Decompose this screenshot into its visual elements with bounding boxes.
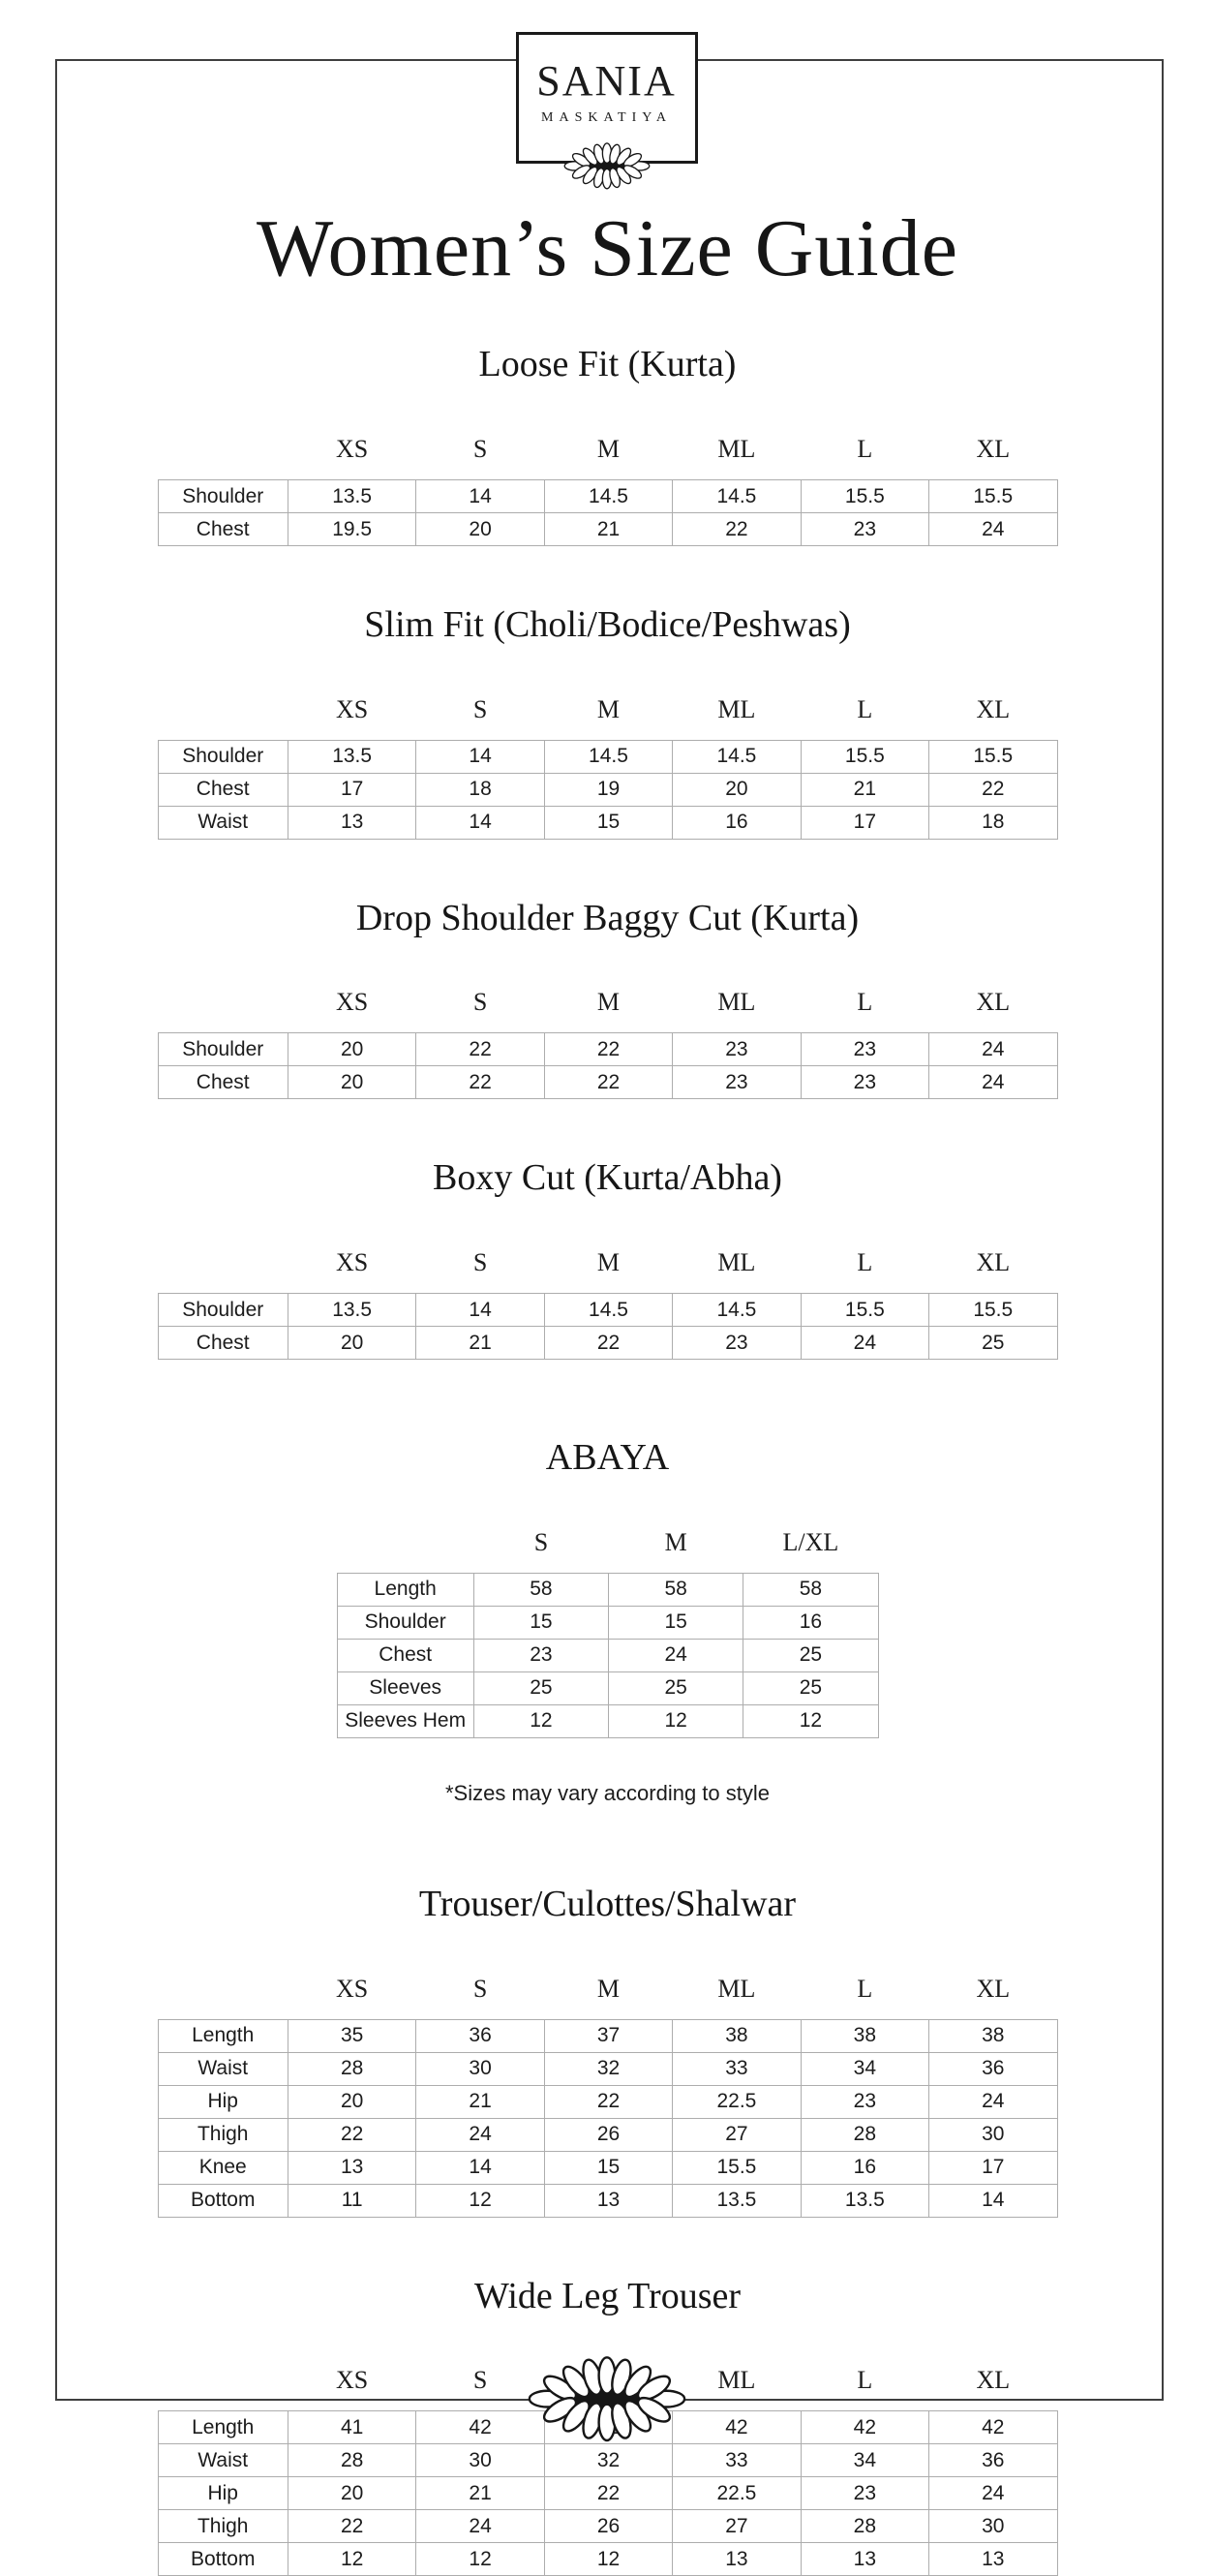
size-column-header: S: [472, 2366, 488, 2395]
size-column-header: L/XL: [782, 1527, 839, 1556]
size-value-cell: 11: [288, 2184, 415, 2217]
section-title-slim-fit: Slim Fit (Choli/Bodice/Peshwas): [364, 604, 851, 646]
size-value-cell: 13.5: [673, 2184, 801, 2217]
size-value-cell: 30: [416, 2052, 544, 2085]
size-column-header: ML: [717, 694, 756, 723]
size-value-cell: 21: [801, 773, 928, 806]
size-value-cell: 24: [801, 1327, 928, 1360]
size-value-cell: 22: [929, 773, 1057, 806]
size-value-cell: 14: [929, 2184, 1057, 2217]
table-row: [158, 2184, 1057, 2217]
size-value-cell: 14: [416, 2151, 544, 2184]
size-value-cell: 58: [473, 1573, 608, 1606]
size-table-loose-fit: [158, 435, 1058, 546]
size-value-cell: 36: [929, 2444, 1057, 2477]
size-value-cell: 23: [801, 1066, 928, 1099]
size-value-cell: 42: [673, 2411, 801, 2444]
size-column-header: M: [596, 988, 621, 1017]
size-value-cell: 35: [288, 2019, 415, 2052]
size-value-cell: 24: [929, 1066, 1057, 1099]
size-value-cell: 13.5: [288, 480, 415, 513]
size-column-header: L: [857, 1974, 873, 2003]
size-header-row: [337, 1528, 878, 1574]
page-title: Women’s Size Guide: [256, 203, 959, 293]
row-label: Waist: [158, 2444, 288, 2477]
size-value-cell: 14.5: [544, 480, 672, 513]
table-row: [337, 1639, 878, 1671]
size-value-cell: 20: [288, 2085, 415, 2118]
size-header-spacer: [158, 435, 288, 480]
size-value-cell: 12: [544, 2543, 672, 2576]
table-row: [337, 1606, 878, 1639]
table-row: [158, 2151, 1057, 2184]
size-value-cell: 12: [416, 2184, 544, 2217]
size-value-cell: 13.5: [288, 740, 415, 773]
size-value-cell: 17: [288, 773, 415, 806]
size-column-header: L: [857, 435, 873, 464]
size-value-cell: 18: [929, 806, 1057, 839]
size-value-cell: 22: [416, 1033, 544, 1066]
size-value-cell: 13: [929, 2543, 1057, 2576]
size-value-cell: 28: [801, 2118, 928, 2151]
size-value-cell: 13: [673, 2543, 801, 2576]
size-column-header: XS: [336, 2366, 369, 2395]
size-value-cell: 20: [288, 1033, 415, 1066]
size-value-cell: 30: [929, 2510, 1057, 2543]
table-row: [158, 806, 1057, 839]
size-value-cell: 58: [743, 1573, 878, 1606]
size-value-cell: 28: [288, 2052, 415, 2085]
size-header-row: [158, 1248, 1057, 1294]
size-value-cell: 14.5: [673, 740, 801, 773]
size-column-header: XL: [976, 694, 1011, 723]
size-value-cell: 20: [416, 513, 544, 546]
section-title-trouser: Trouser/Culottes/Shalwar: [418, 1883, 797, 1924]
table-row: [158, 1327, 1057, 1360]
size-value-cell: 15.5: [929, 740, 1057, 773]
row-label: Sleeves: [337, 1671, 473, 1704]
size-value-cell: 32: [544, 2444, 672, 2477]
size-value-cell: 12: [416, 2543, 544, 2576]
row-label: Shoulder: [158, 1033, 288, 1066]
size-table-drop-shoulder: [158, 988, 1058, 1099]
size-value-cell: 14.5: [673, 480, 801, 513]
size-value-cell: 24: [929, 2477, 1057, 2510]
size-column-header: S: [533, 1527, 549, 1556]
table-row: [158, 2085, 1057, 2118]
size-value-cell: 24: [416, 2118, 544, 2151]
size-value-cell: 28: [288, 2444, 415, 2477]
size-value-cell: 42: [801, 2411, 928, 2444]
table-row: [158, 773, 1057, 806]
size-value-cell: 12: [473, 1704, 608, 1737]
size-value-cell: 15: [609, 1606, 743, 1639]
size-value-cell: 22: [416, 1066, 544, 1099]
row-label: Waist: [158, 2052, 288, 2085]
size-value-cell: 26: [544, 2118, 672, 2151]
size-value-cell: 38: [929, 2019, 1057, 2052]
size-column-header: M: [596, 435, 621, 464]
size-header-spacer: [158, 695, 288, 741]
size-value-cell: 37: [544, 2019, 672, 2052]
size-value-cell: 15: [544, 806, 672, 839]
size-value-cell: 13: [801, 2543, 928, 2576]
size-value-cell: 24: [416, 2510, 544, 2543]
size-column-header: XL: [976, 1248, 1011, 1277]
size-value-cell: 13.5: [801, 2184, 928, 2217]
size-value-cell: 25: [473, 1671, 608, 1704]
size-value-cell: 16: [743, 1606, 878, 1639]
table-row: [158, 480, 1057, 513]
size-value-cell: 24: [929, 2085, 1057, 2118]
size-column-header: L: [857, 988, 873, 1017]
size-column-header: XS: [336, 435, 369, 464]
size-value-cell: 34: [801, 2052, 928, 2085]
size-value-cell: 23: [673, 1066, 801, 1099]
size-value-cell: 23: [801, 513, 928, 546]
size-value-cell: 15.5: [929, 480, 1057, 513]
size-value-cell: 19.5: [288, 513, 415, 546]
size-value-cell: 33: [673, 2052, 801, 2085]
size-column-header: M: [596, 1248, 621, 1277]
table-row: [158, 2510, 1057, 2543]
size-value-cell: 17: [801, 806, 928, 839]
size-value-cell: 20: [673, 773, 801, 806]
size-header-spacer: [158, 988, 288, 1033]
size-value-cell: 24: [929, 1033, 1057, 1066]
size-value-cell: 18: [416, 773, 544, 806]
section-title-boxy-cut: Boxy Cut (Kurta/Abha): [433, 1157, 782, 1199]
size-value-cell: 16: [673, 806, 801, 839]
size-column-header: L: [857, 694, 873, 723]
size-column-header: XL: [976, 435, 1011, 464]
size-value-cell: 23: [801, 2085, 928, 2118]
size-value-cell: 25: [929, 1327, 1057, 1360]
table-row: [158, 2444, 1057, 2477]
size-value-cell: 19: [544, 773, 672, 806]
row-label: Sleeves Hem: [337, 1704, 473, 1737]
size-value-cell: 15.5: [801, 1294, 928, 1327]
row-label: Shoulder: [158, 1294, 288, 1327]
size-value-cell: 22: [288, 2510, 415, 2543]
size-value-cell: 23: [801, 1033, 928, 1066]
size-column-header: ML: [717, 1248, 756, 1277]
content-area: [55, 59, 1160, 2576]
size-value-cell: 30: [929, 2118, 1057, 2151]
laurel-leaves-icon: [553, 145, 661, 187]
size-table-slim-fit: [158, 695, 1058, 840]
size-header-row: [158, 988, 1057, 1033]
size-value-cell: 22.5: [673, 2477, 801, 2510]
table-row: [158, 1066, 1057, 1099]
section-title-loose-fit: Loose Fit (Kurta): [478, 344, 737, 385]
table-row: [158, 513, 1057, 546]
section-abaya: [55, 1437, 1160, 1806]
size-value-cell: 14.5: [673, 1294, 801, 1327]
size-value-cell: 13.5: [288, 1294, 415, 1327]
size-column-header: L: [857, 2366, 873, 2395]
size-table-trouser: [158, 1975, 1058, 2218]
size-value-cell: 16: [801, 2151, 928, 2184]
sections: [55, 344, 1160, 2576]
size-table-boxy-cut: [158, 1248, 1058, 1360]
table-row: [158, 2118, 1057, 2151]
size-value-cell: 15.5: [929, 1294, 1057, 1327]
size-value-cell: 36: [416, 2019, 544, 2052]
section-title-wide-leg-trouser: Wide Leg Trouser: [474, 2275, 741, 2316]
size-value-cell: 24: [609, 1639, 743, 1671]
size-value-cell: 22: [544, 1066, 672, 1099]
size-value-cell: 22: [544, 1327, 672, 1360]
row-label: Length: [337, 1573, 473, 1606]
laurel-leaves-icon: [507, 2361, 706, 2438]
size-value-cell: 14: [416, 1294, 544, 1327]
row-label: Chest: [158, 513, 288, 546]
size-column-header: M: [596, 1974, 621, 2003]
section-boxy-cut: [55, 1157, 1160, 1360]
row-label: Hip: [158, 2085, 288, 2118]
size-value-cell: 12: [288, 2543, 415, 2576]
size-value-cell: 13: [288, 806, 415, 839]
size-value-cell: 25: [609, 1671, 743, 1704]
size-value-cell: 15: [473, 1606, 608, 1639]
size-value-cell: 58: [609, 1573, 743, 1606]
size-header-spacer: [158, 1975, 288, 2020]
section-trouser: [55, 1884, 1160, 2218]
brand-subname: MASKATIYA: [541, 110, 672, 125]
size-value-cell: 42: [929, 2411, 1057, 2444]
table-row: [337, 1573, 878, 1606]
row-label: Thigh: [158, 2118, 288, 2151]
size-value-cell: 23: [673, 1033, 801, 1066]
row-label: Chest: [158, 1066, 288, 1099]
size-value-cell: 15.5: [801, 740, 928, 773]
row-label: Chest: [158, 773, 288, 806]
size-value-cell: 13: [288, 2151, 415, 2184]
size-value-cell: 14: [416, 806, 544, 839]
size-column-header: ML: [717, 2366, 756, 2395]
row-label: Shoulder: [158, 740, 288, 773]
size-value-cell: 24: [929, 513, 1057, 546]
size-value-cell: 21: [544, 513, 672, 546]
size-value-cell: 22.5: [673, 2085, 801, 2118]
sizes-vary-note: *Sizes may vary according to style: [444, 1780, 771, 1805]
size-value-cell: 21: [416, 1327, 544, 1360]
size-column-header: S: [472, 694, 488, 723]
size-column-header: XL: [976, 2366, 1011, 2395]
size-column-header: S: [472, 1248, 488, 1277]
size-value-cell: 22: [544, 1033, 672, 1066]
size-value-cell: 33: [673, 2444, 801, 2477]
size-column-header: XS: [336, 988, 369, 1017]
size-column-header: M: [596, 694, 621, 723]
size-value-cell: 32: [544, 2052, 672, 2085]
section-slim-fit: [55, 604, 1160, 840]
table-row: [158, 2019, 1057, 2052]
brand-name: SANIA: [536, 57, 677, 105]
size-value-cell: 15.5: [673, 2151, 801, 2184]
size-column-header: M: [664, 1527, 687, 1556]
row-label: Length: [158, 2411, 288, 2444]
section-title-abaya: ABAYA: [545, 1437, 670, 1479]
size-value-cell: 14.5: [544, 1294, 672, 1327]
size-column-header: XS: [336, 694, 369, 723]
size-value-cell: 22: [544, 2085, 672, 2118]
size-column-header: S: [472, 988, 488, 1017]
table-row: [337, 1704, 878, 1737]
table-row: [158, 2543, 1057, 2576]
size-column-header: S: [472, 1974, 488, 2003]
size-value-cell: 14: [416, 480, 544, 513]
row-label: Chest: [337, 1639, 473, 1671]
size-value-cell: 22: [544, 2477, 672, 2510]
brand-logo: [516, 32, 698, 164]
size-value-cell: 23: [473, 1639, 608, 1671]
section-title-drop-shoulder: Drop Shoulder Baggy Cut (Kurta): [355, 897, 860, 938]
size-value-cell: 25: [743, 1639, 878, 1671]
size-header-row: [158, 1975, 1057, 2020]
size-table-abaya: [337, 1528, 879, 1738]
row-label: Length: [158, 2019, 288, 2052]
table-row: [158, 740, 1057, 773]
size-header-spacer: [337, 1528, 473, 1574]
size-column-header: ML: [717, 988, 756, 1017]
size-value-cell: 14.5: [544, 740, 672, 773]
size-header-spacer: [158, 2366, 288, 2411]
size-value-cell: 30: [416, 2444, 544, 2477]
row-label: Bottom: [158, 2184, 288, 2217]
size-column-header: XS: [336, 1974, 369, 2003]
size-value-cell: 23: [673, 1327, 801, 1360]
size-value-cell: 27: [673, 2118, 801, 2151]
size-column-header: ML: [717, 1974, 756, 2003]
size-value-cell: 14: [416, 740, 544, 773]
size-value-cell: 20: [288, 2477, 415, 2510]
section-drop-shoulder: [55, 898, 1160, 1100]
section-loose-fit: [55, 344, 1160, 546]
row-label: Hip: [158, 2477, 288, 2510]
size-column-header: ML: [717, 435, 756, 464]
size-value-cell: 15: [544, 2151, 672, 2184]
size-value-cell: 22: [673, 513, 801, 546]
size-column-header: XL: [976, 1974, 1011, 2003]
size-value-cell: 20: [288, 1327, 415, 1360]
size-value-cell: 41: [288, 2411, 415, 2444]
size-value-cell: 42: [416, 2411, 544, 2444]
table-row: [337, 1671, 878, 1704]
size-value-cell: 34: [801, 2444, 928, 2477]
table-row: [158, 2052, 1057, 2085]
size-value-cell: 17: [929, 2151, 1057, 2184]
row-label: Shoulder: [337, 1606, 473, 1639]
size-value-cell: 38: [673, 2019, 801, 2052]
size-value-cell: 27: [673, 2510, 801, 2543]
row-label: Chest: [158, 1327, 288, 1360]
size-column-header: XL: [976, 988, 1011, 1017]
row-label: Thigh: [158, 2510, 288, 2543]
size-value-cell: 21: [416, 2477, 544, 2510]
size-value-cell: 13: [544, 2184, 672, 2217]
table-row: [158, 1294, 1057, 1327]
size-value-cell: 12: [609, 1704, 743, 1737]
size-header-row: [158, 695, 1057, 741]
size-value-cell: 38: [801, 2019, 928, 2052]
size-header-spacer: [158, 1248, 288, 1294]
row-label: Knee: [158, 2151, 288, 2184]
size-value-cell: 12: [743, 1704, 878, 1737]
row-label: Waist: [158, 806, 288, 839]
size-column-header: L: [857, 1248, 873, 1277]
size-value-cell: 15.5: [801, 480, 928, 513]
table-row: [158, 1033, 1057, 1066]
size-value-cell: 28: [801, 2510, 928, 2543]
size-value-cell: 25: [743, 1671, 878, 1704]
size-value-cell: 20: [288, 1066, 415, 1099]
size-header-row: [158, 435, 1057, 480]
size-value-cell: 23: [801, 2477, 928, 2510]
table-row: [158, 2477, 1057, 2510]
size-value-cell: 22: [288, 2118, 415, 2151]
size-column-header: S: [472, 435, 488, 464]
row-label: Shoulder: [158, 480, 288, 513]
size-value-cell: 36: [929, 2052, 1057, 2085]
size-value-cell: 26: [544, 2510, 672, 2543]
size-value-cell: 21: [416, 2085, 544, 2118]
row-label: Bottom: [158, 2543, 288, 2576]
size-column-header: XS: [336, 1248, 369, 1277]
